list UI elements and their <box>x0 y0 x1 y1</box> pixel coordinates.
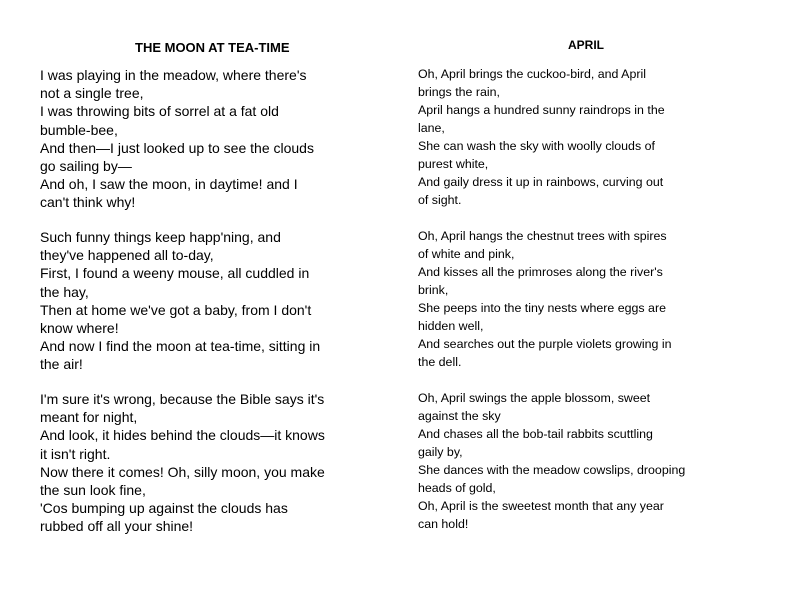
poem-line: rubbed off all your shine! <box>40 518 194 535</box>
stanza <box>40 66 314 212</box>
poem-line: it isn't right. <box>40 445 111 462</box>
poem-line: not a single tree, <box>40 85 144 102</box>
stanza <box>40 228 320 374</box>
poem-line: hidden well, <box>418 319 484 333</box>
poem-line: And then—I just looked up to see the clouds <box>40 139 314 156</box>
poem-line: know where! <box>40 320 119 337</box>
poem-line: gaily by, <box>418 445 463 459</box>
poem-line: And oh, I saw the moon, in daytime! and I <box>40 176 298 193</box>
poem-line: heads of gold, <box>418 481 496 495</box>
poem-line: And look, it hides behind the clouds—it knows <box>40 427 325 444</box>
poem-line: Then at home we've got a baby, from I don't <box>40 301 312 318</box>
poem-line: And searches out the purple violets growing in <box>418 337 672 351</box>
poem-line: She can wash the sky with woolly clouds of <box>418 139 655 153</box>
poem-line: brings the rain, <box>418 85 500 99</box>
poem-line: She peeps into the tiny nests where eggs are <box>418 301 666 315</box>
stanza <box>418 65 665 209</box>
stanza <box>418 227 671 371</box>
poem-line: April hangs a hundred sunny raindrops in the <box>418 103 665 117</box>
poem-line: of sight. <box>418 193 462 207</box>
stanza <box>40 390 325 536</box>
poem-line: And chases all the bob-tail rabbits scuttling <box>418 427 653 441</box>
poem-line: Oh, April brings the cuckoo-bird, and April <box>418 67 646 81</box>
poem-title: APRIL <box>568 38 604 52</box>
poem-line: Oh, April is the sweetest month that any year <box>418 499 664 513</box>
poem-line: the air! <box>40 356 83 373</box>
poem-line: And kisses all the primroses along the river's <box>418 265 663 279</box>
poem-line: She dances with the meadow cowslips, drooping <box>418 463 686 477</box>
poem-line: Now there it comes! Oh, silly moon, you make <box>40 463 325 480</box>
poem-title: THE MOON AT TEA-TIME <box>135 40 290 55</box>
poem-line: can't think why! <box>40 194 136 211</box>
poem-line: 'Cos bumping up against the clouds has <box>40 500 288 517</box>
poem-line: First, I found a weeny mouse, all cuddled in <box>40 265 310 282</box>
poem-line: Oh, April swings the apple blossom, sweet <box>418 391 651 405</box>
poem-line: the hay, <box>40 283 89 300</box>
poem-line: bumble-bee, <box>40 121 118 138</box>
poem-line: purest white, <box>418 157 489 171</box>
poem-line: against the sky <box>418 409 501 423</box>
poem-line: I was playing in the meadow, where there's <box>40 67 307 83</box>
poem-line: can hold! <box>418 517 469 531</box>
poem-line: of white and pink, <box>418 247 515 261</box>
poem-line: the dell. <box>418 355 462 369</box>
poem-line: go sailing by— <box>40 158 132 175</box>
poem-line: Oh, April hangs the chestnut trees with spires <box>418 229 667 243</box>
poem-line: meant for night, <box>40 409 138 426</box>
poem-line: I'm sure it's wrong, because the Bible says it's <box>40 391 325 407</box>
poem-line: the sun look fine, <box>40 482 146 499</box>
stanza <box>418 389 685 533</box>
poem-line: brink, <box>418 283 449 297</box>
poem-line: I was throwing bits of sorrel at a fat old <box>40 103 279 120</box>
poem-line: they've happened all to-day, <box>40 247 214 264</box>
poem-line: And gaily dress it up in rainbows, curving out <box>418 175 664 189</box>
poem-line: Such funny things keep happ'ning, and <box>40 229 281 245</box>
poem-line: And now I find the moon at tea-time, sitting in <box>40 338 321 355</box>
poem-line: lane, <box>418 121 445 135</box>
